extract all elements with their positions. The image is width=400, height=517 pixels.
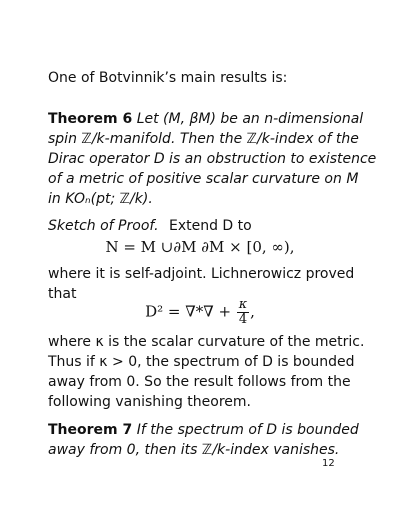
proof-body-line-3: away from 0. So the result follows from the <box>48 374 351 390</box>
proof-text-1: Extend D to <box>168 218 252 234</box>
proof-label: Sketch of Proof. <box>48 218 159 234</box>
theorem-6-line-3: Dirac operator D is an obstruction to existence <box>48 151 377 167</box>
proof-line-1 <box>48 216 252 236</box>
display-equation-lichnerowicz <box>0 298 400 327</box>
theorem-6-line-5: in KOₙ(pt; ℤ/k). <box>48 191 153 207</box>
equation-left: D² = ∇*∇ + <box>145 302 232 321</box>
theorem-6-line-2: spin ℤ/k-manifold. Then the ℤ/k-index of the <box>48 131 359 147</box>
theorem-6-line-4: of a metric of positive scalar curvature on M <box>48 171 359 187</box>
theorem-7-text-1: If the spectrum of D is bounded <box>136 422 359 438</box>
page-number: 12 <box>322 458 335 469</box>
theorem-6-label: Theorem 6 <box>48 111 133 127</box>
theorem-7-label: Theorem 7 <box>48 422 133 438</box>
fraction-denominator: 4 <box>238 312 248 327</box>
theorem-6-text-1: Let (M, βM) be an n-dimensional <box>136 111 364 127</box>
proof-line-3: that <box>48 286 77 302</box>
proof-body-line-4: following vanishing theorem. <box>48 394 251 410</box>
proof-line-2: where it is self-adjoint. Lichnerowicz proved <box>48 266 355 282</box>
fraction-numerator: κ <box>238 297 248 312</box>
proof-body-line-2: Thus if κ > 0, the spectrum of D is bounded <box>48 354 355 370</box>
proof-body-line-1: where κ is the scalar curvature of the metric. <box>48 334 365 350</box>
intro-text: One of Botvinnik’s main results is: <box>48 70 288 86</box>
display-equation-n: N = M ∪∂M ∂M × [0, ∞), <box>105 238 295 256</box>
theorem-7-line-1 <box>48 420 359 440</box>
theorem-7-line-2: away from 0, then its ℤ/k-index vanishes. <box>48 442 340 458</box>
fraction-kappa-over-4 <box>237 298 249 327</box>
equation-right: , <box>250 302 255 321</box>
theorem-6-line-1 <box>48 109 363 129</box>
